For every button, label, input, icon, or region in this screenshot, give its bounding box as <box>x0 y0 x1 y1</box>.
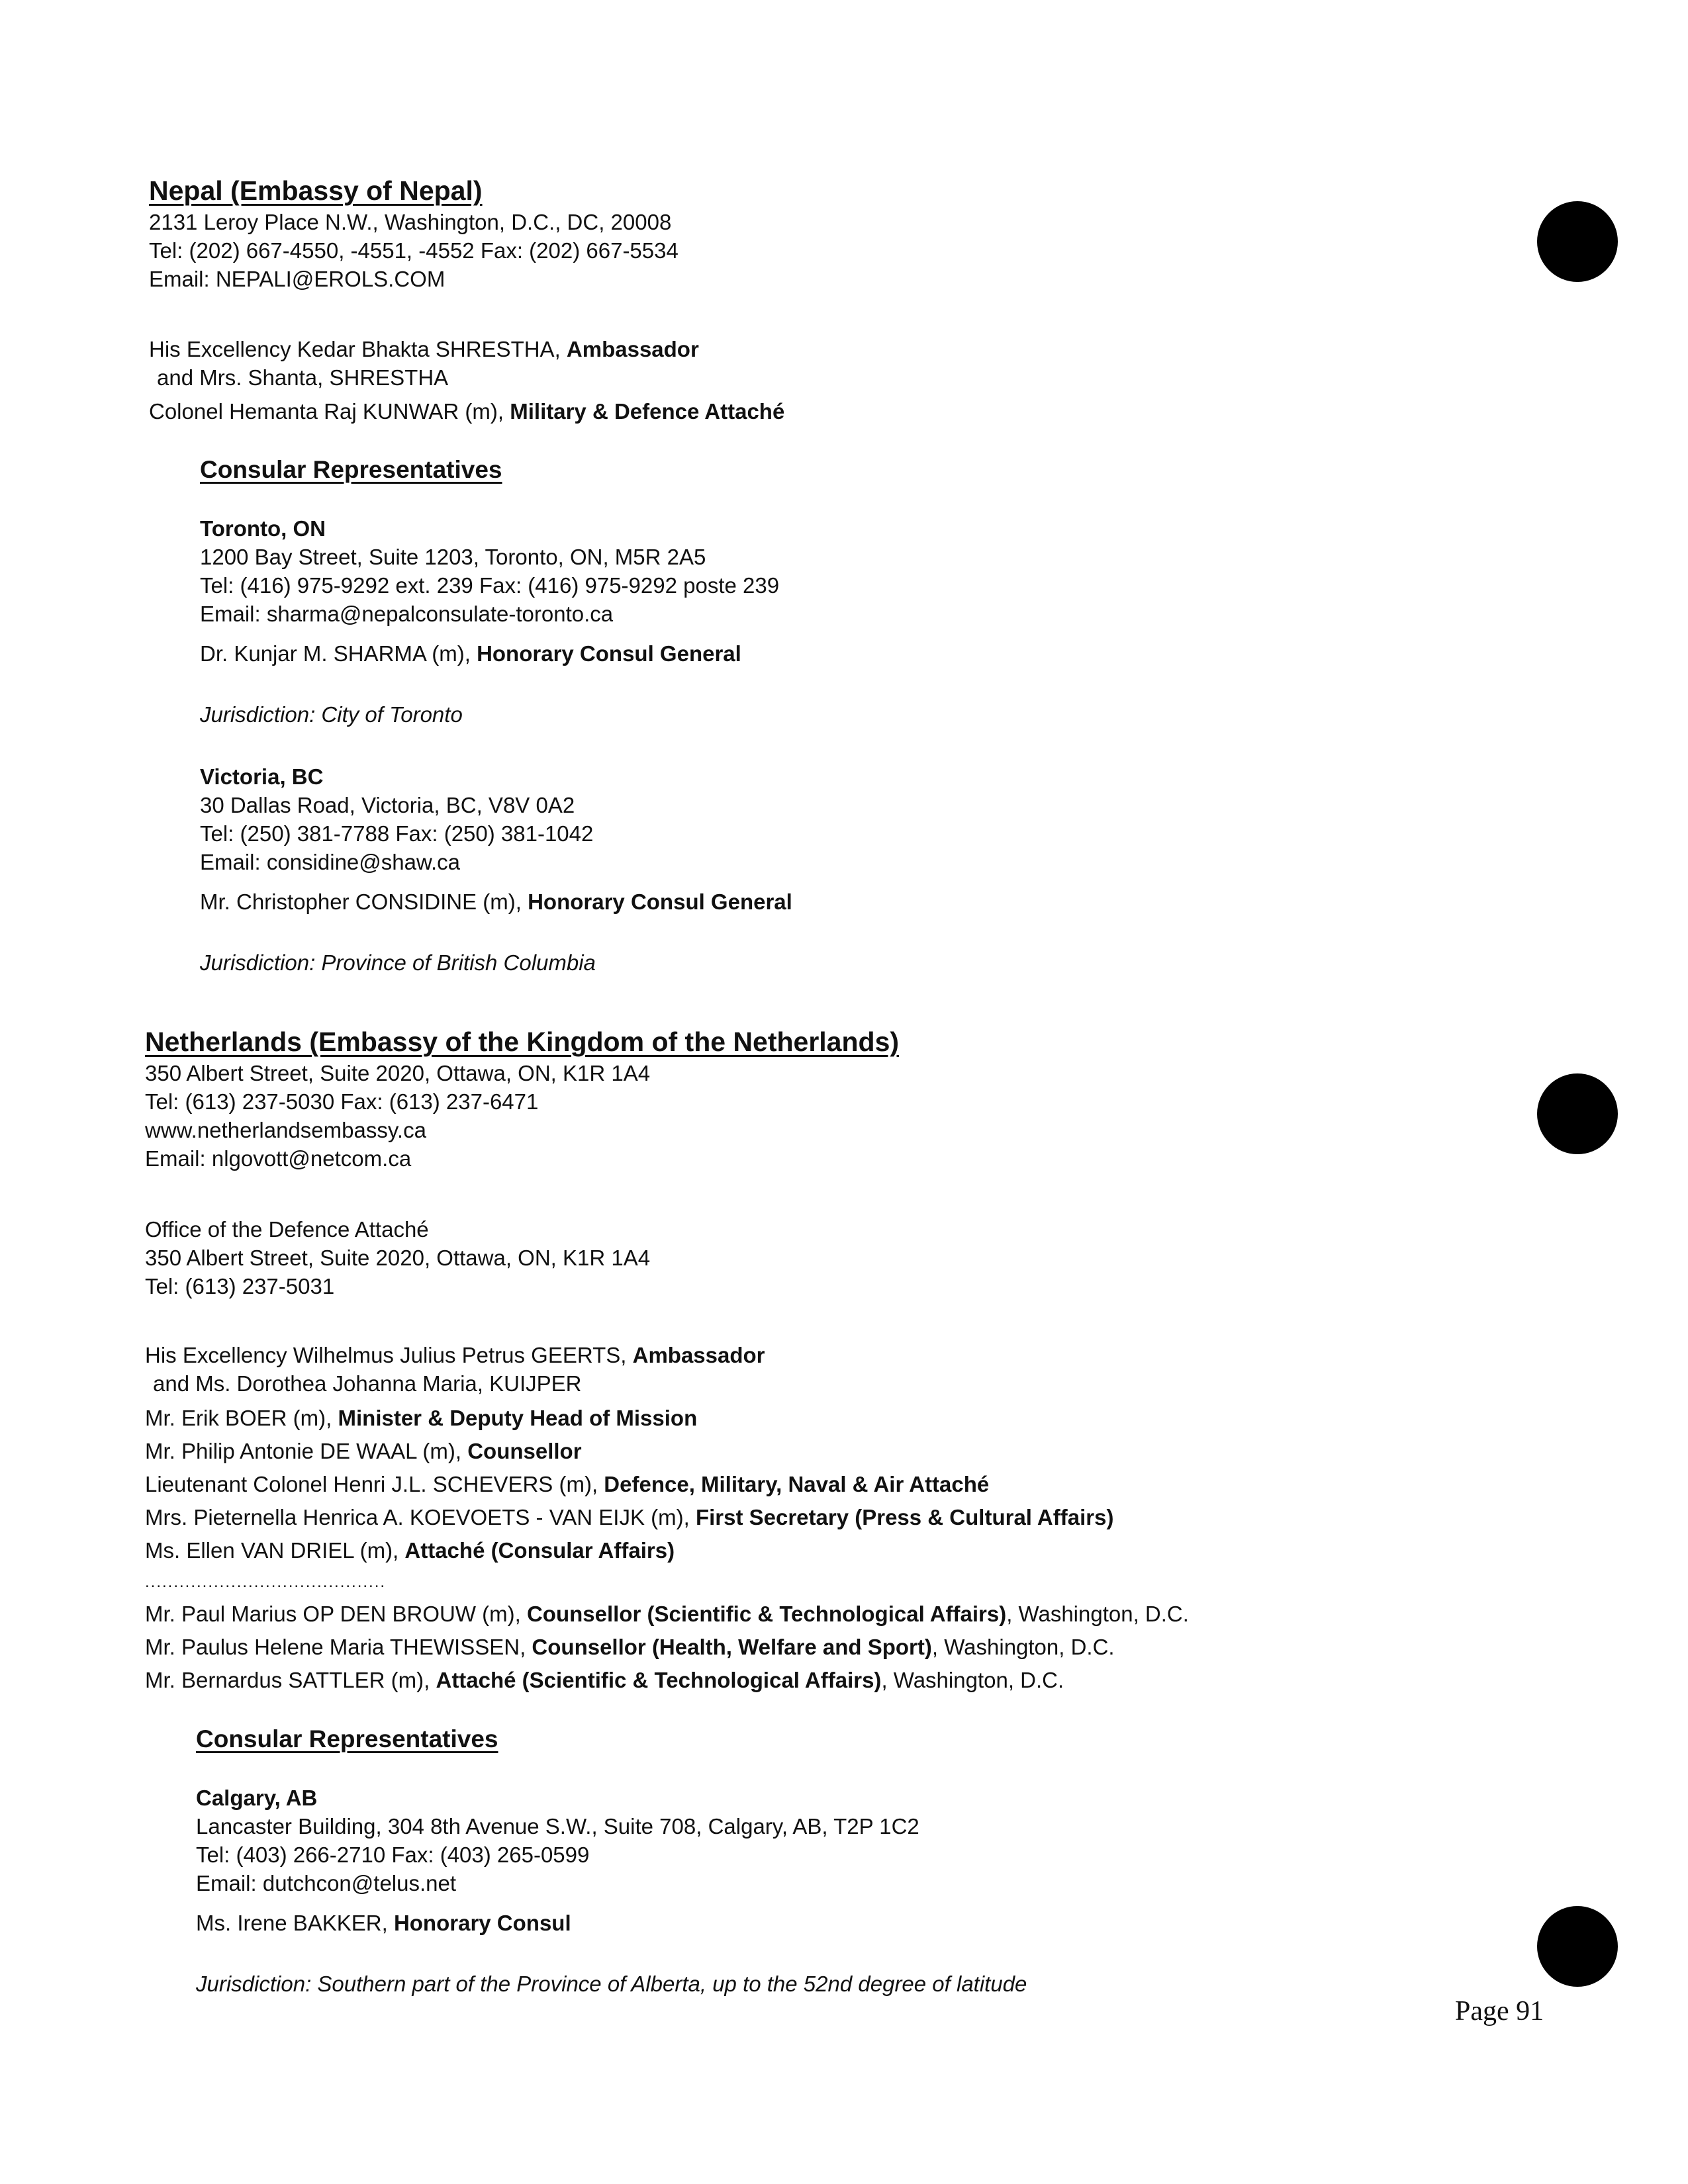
consulate-tel: Tel: (416) 975-9292 ext. 239 Fax: (416) 975-9292 poste 239 <box>200 573 780 598</box>
staff-title: Attaché (Consular Affairs) <box>404 1538 675 1563</box>
staff-name: Mrs. Pieternella Henrica A. KOEVOETS - VAN EIJK (m), <box>145 1505 696 1529</box>
staff-location: , Washington, D.C. <box>1006 1602 1189 1626</box>
consulate-person <box>196 1909 1027 1937</box>
jurisdiction-label: Jurisdiction: <box>196 1972 312 1996</box>
staff-name: Mr. Erik BOER (m), <box>145 1406 338 1430</box>
consulate-tel: Tel: (250) 381-7788 Fax: (250) 381-1042 <box>200 821 594 846</box>
ambassador-title: Ambassador <box>566 337 699 361</box>
consular-heading: Consular Representatives <box>196 1725 498 1752</box>
consulate-calgary <box>196 1784 1027 1998</box>
attache-title: Military & Defence Attaché <box>510 399 785 424</box>
nepal-email: Email: NEPALI@EROLS.COM <box>149 267 445 291</box>
consular-heading: Consular Representatives <box>200 456 502 483</box>
staff-row <box>145 1435 1189 1468</box>
netherlands-ambassador <box>145 1341 1189 1369</box>
defence-office-tel: Tel: (613) 237-5031 <box>145 1274 335 1298</box>
nepal-consular <box>200 454 792 977</box>
staff-list <box>145 1402 1189 1567</box>
jurisdiction-value: City of Toronto <box>315 702 463 727</box>
staff-location: , Washington, D.C. <box>931 1635 1115 1659</box>
punch-hole-middle <box>1537 1073 1618 1154</box>
attache-name: Colonel Hemanta Raj KUNWAR (m), <box>149 399 510 424</box>
person-title: Honorary Consul General <box>477 641 741 666</box>
person-title: Honorary Consul General <box>528 889 792 914</box>
staff-name: Ms. Ellen VAN DRIEL (m), <box>145 1538 405 1563</box>
netherlands-spouse: and Ms. Dorothea Johanna Maria, KUIJPER <box>153 1371 582 1396</box>
staff-name: Lieutenant Colonel Henri J.L. SCHEVERS (m), <box>145 1472 604 1496</box>
jurisdiction-value: Southern part of the Province of Alberta, up to the 52nd degree of latitude <box>311 1972 1027 1996</box>
nepal-address: 2131 Leroy Place N.W., Washington, D.C., DC, 20008 <box>149 210 672 234</box>
consulate-city: Toronto, ON <box>200 516 326 541</box>
staff-row <box>145 1501 1189 1534</box>
consulate-email: Email: dutchcon@telus.net <box>196 1871 457 1895</box>
ambassador-name: His Excellency Kedar Bhakta SHRESTHA, <box>149 337 567 361</box>
defence-office-address: 350 Albert Street, Suite 2020, Ottawa, ON, K1R 1A4 <box>145 1246 651 1270</box>
defence-office-name: Office of the Defence Attaché <box>145 1217 429 1242</box>
netherlands-officials <box>145 1341 1189 1697</box>
nepal-section <box>149 173 679 293</box>
netherlands-section <box>145 1024 899 1173</box>
staff-title: Defence, Military, Naval & Air Attaché <box>604 1472 990 1496</box>
staff-title: Minister & Deputy Head of Mission <box>338 1406 698 1430</box>
staff-row <box>145 1534 1189 1567</box>
nepal-heading: Nepal (Embassy of Nepal) <box>149 175 483 206</box>
nepal-ambassador <box>149 335 784 363</box>
staff-title: Attaché (Scientific & Technological Affairs) <box>436 1668 882 1692</box>
person-title: Honorary Consul <box>393 1911 571 1935</box>
consulate-email: Email: sharma@nepalconsulate-toronto.ca <box>200 602 614 626</box>
punch-hole-bottom <box>1537 1906 1618 1987</box>
consulate-email: Email: considine@shaw.ca <box>200 850 461 874</box>
ambassador-name: His Excellency Wilhelmus Julius Petrus GEERTS, <box>145 1343 633 1367</box>
consulate-jurisdiction <box>196 1970 1027 1998</box>
person-name: Dr. Kunjar M. SHARMA (m), <box>200 641 477 666</box>
staff-title: First Secretary (Press & Cultural Affairs) <box>695 1505 1114 1529</box>
consulate-address: 30 Dallas Road, Victoria, BC, V8V 0A2 <box>200 793 575 817</box>
staff-name: Mr. Bernardus SATTLER (m), <box>145 1668 436 1692</box>
person-name: Mr. Christopher CONSIDINE (m), <box>200 889 528 914</box>
netherlands-web: www.netherlandsembassy.ca <box>145 1118 426 1142</box>
jurisdiction-label: Jurisdiction: <box>200 950 316 975</box>
consulate-victoria <box>200 762 792 977</box>
staff-row <box>145 1664 1189 1697</box>
consulate-city: Victoria, BC <box>200 764 324 789</box>
consulate-city: Calgary, AB <box>196 1786 318 1810</box>
punch-hole-top <box>1537 201 1618 282</box>
nepal-tel: Tel: (202) 667-4550, -4551, -4552 Fax: (202) 667-5534 <box>149 238 679 263</box>
jurisdiction-label: Jurisdiction: <box>200 702 316 727</box>
staff-name: Mr. Paul Marius OP DEN BROUW (m), <box>145 1602 527 1626</box>
staff-row <box>145 1631 1189 1664</box>
staff-title: Counsellor <box>467 1439 582 1463</box>
consulate-person <box>200 639 792 668</box>
consulate-address: 1200 Bay Street, Suite 1203, Toronto, ON, M5R 2A5 <box>200 545 706 569</box>
nepal-attache <box>149 397 784 426</box>
nepal-spouse: and Mrs. Shanta, SHRESTHA <box>157 365 449 390</box>
staff-title: Counsellor (Health, Welfare and Sport) <box>532 1635 932 1659</box>
staff-row <box>145 1468 1189 1501</box>
consulate-person <box>200 887 792 916</box>
washington-staff-list <box>145 1598 1189 1697</box>
netherlands-address: 350 Albert Street, Suite 2020, Ottawa, ON, K1R 1A4 <box>145 1061 651 1085</box>
netherlands-heading: Netherlands (Embassy of the Kingdom of the Netherlands) <box>145 1026 900 1057</box>
separator-dots: .......................................... <box>145 1573 387 1591</box>
netherlands-consular <box>196 1723 1027 1998</box>
staff-name: Mr. Philip Antonie DE WAAL (m), <box>145 1439 468 1463</box>
staff-row <box>145 1598 1189 1631</box>
jurisdiction-value: Province of British Columbia <box>315 950 596 975</box>
ambassador-title: Ambassador <box>632 1343 765 1367</box>
consulate-address: Lancaster Building, 304 8th Avenue S.W., Suite 708, Calgary, AB, T2P 1C2 <box>196 1814 919 1839</box>
consulate-toronto <box>200 514 792 729</box>
consulate-tel: Tel: (403) 266-2710 Fax: (403) 265-0599 <box>196 1843 590 1867</box>
staff-name: Mr. Paulus Helene Maria THEWISSEN, <box>145 1635 532 1659</box>
defence-office <box>145 1215 650 1300</box>
consulate-jurisdiction <box>200 948 792 977</box>
page-number: Page 91 <box>1455 1996 1544 2026</box>
netherlands-email: Email: nlgovott@netcom.ca <box>145 1146 412 1171</box>
nepal-officials <box>149 335 784 426</box>
netherlands-tel: Tel: (613) 237-5030 Fax: (613) 237-6471 <box>145 1089 539 1114</box>
staff-location: , Washington, D.C. <box>881 1668 1064 1692</box>
staff-title: Counsellor (Scientific & Technological Affairs) <box>526 1602 1007 1626</box>
consulate-jurisdiction <box>200 700 792 729</box>
person-name: Ms. Irene BAKKER, <box>196 1911 394 1935</box>
staff-row <box>145 1402 1189 1435</box>
